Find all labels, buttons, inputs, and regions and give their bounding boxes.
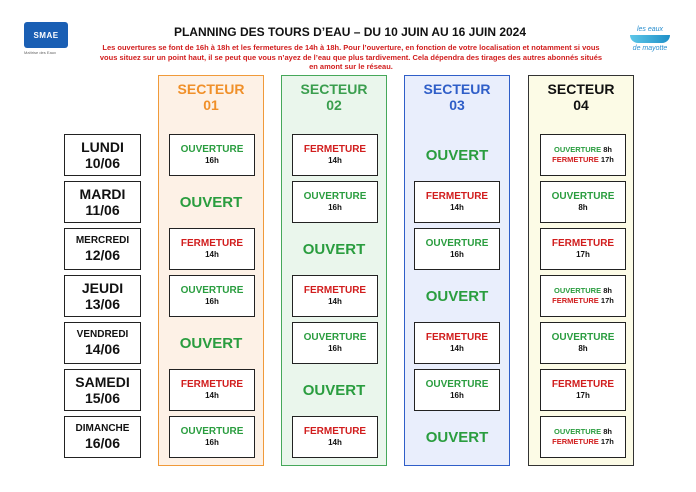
schedule-cell-s2-sunday: FERMETURE 14h — [292, 416, 378, 458]
schedule-cell-s1-tuesday: OUVERT — [179, 193, 243, 211]
smae-logo-subtitle: Maîtrise des Eaux — [24, 50, 57, 55]
schedule-cell-s2-saturday: OUVERT — [302, 381, 366, 399]
schedule-cell-s4-thursday: OUVERTURE 8h FERMETURE 17h — [540, 275, 626, 317]
schedule-cell-s4-tuesday: OUVERTURE 8h — [540, 181, 626, 223]
schedule-cell-s1-saturday: FERMETURE 14h — [169, 369, 255, 411]
schedule-cell-s3-tuesday: FERMETURE 14h — [414, 181, 500, 223]
schedule-cell-s2-monday: FERMETURE 14h — [292, 134, 378, 176]
day-sunday: DIMANCHE 16/06 — [64, 416, 141, 458]
logo-text-top: les eaux — [636, 26, 664, 33]
schedule-cell-s2-friday: OUVERTURE 16h — [292, 322, 378, 364]
sector-02-header: SECTEUR 02 — [300, 81, 368, 113]
schedule-cell-s1-thursday: OUVERTURE 16h — [169, 275, 255, 317]
day-tuesday: MARDI 11/06 — [64, 181, 141, 223]
schedule-cell-s2-thursday: FERMETURE 14h — [292, 275, 378, 317]
wave-icon — [630, 35, 670, 43]
smae-logo — [24, 22, 70, 70]
day-wednesday: MERCREDI 12/06 — [64, 228, 141, 270]
schedule-cell-s4-saturday: FERMETURE 17h — [540, 369, 626, 411]
smae-logo-badge: SMAE — [24, 22, 68, 48]
sector-04-header: SECTEUR 04 — [547, 81, 615, 113]
page-title: PLANNING DES TOURS D’EAU – DU 10 JUIN AU 16 JUIN 2024 — [173, 25, 527, 39]
schedule-cell-s1-sunday: OUVERTURE 16h — [169, 416, 255, 458]
schedule-cell-s3-saturday: OUVERTURE 16h — [414, 369, 500, 411]
eaux-de-mayotte-logo — [626, 26, 674, 70]
schedule-cell-s4-sunday: OUVERTURE 8h FERMETURE 17h — [540, 416, 626, 458]
sector-01-header: SECTEUR 01 — [177, 81, 245, 113]
notice-text: Les ouvertures se font de 16h à 18h et les fermetures de 14h à 18h. Pour l’ouverture, en fonction de votre localisation et notamment si vous vous situez sur un point haut, il se peut que vous n’ayez de l’eau que plus tardivement. Cela dépendra des tirages des autres abonnés situés en amont sur le réseau. — [99, 43, 603, 71]
schedule-cell-s4-friday: OUVERTURE 8h — [540, 322, 626, 364]
schedule-cell-s3-thursday: OUVERT — [425, 287, 489, 305]
schedule-cell-s1-monday: OUVERTURE 16h — [169, 134, 255, 176]
day-monday: LUNDI 10/06 — [64, 134, 141, 176]
sector-03-header: SECTEUR 03 — [423, 81, 491, 113]
schedule-cell-s3-wednesday: OUVERTURE 16h — [414, 228, 500, 270]
day-friday: VENDREDI 14/06 — [64, 322, 141, 364]
schedule-cell-s1-friday: OUVERT — [179, 334, 243, 352]
schedule-cell-s3-friday: FERMETURE 14h — [414, 322, 500, 364]
schedule-cell-s4-wednesday: FERMETURE 17h — [540, 228, 626, 270]
schedule-cell-s4-monday: OUVERTURE 8h FERMETURE 17h — [540, 134, 626, 176]
schedule-cell-s1-wednesday: FERMETURE 14h — [169, 228, 255, 270]
schedule-cell-s2-tuesday: OUVERTURE 16h — [292, 181, 378, 223]
schedule-cell-s2-wednesday: OUVERT — [302, 240, 366, 258]
day-thursday: JEUDI 13/06 — [64, 275, 141, 317]
logo-text-bottom: de mayotte — [632, 45, 668, 52]
schedule-cell-s3-monday: OUVERT — [425, 146, 489, 164]
day-saturday: SAMEDI 15/06 — [64, 369, 141, 411]
schedule-cell-s3-sunday: OUVERT — [425, 428, 489, 446]
